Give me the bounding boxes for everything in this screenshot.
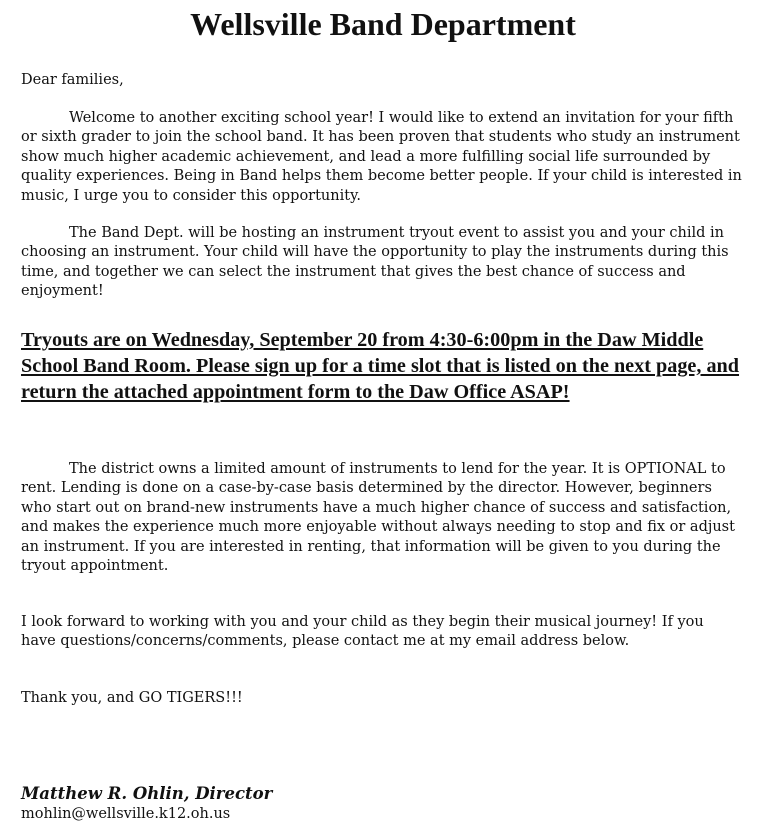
- rental-paragraph: The district owns a limited amount of instruments to lend for the year. It is OPTIONAL to rent. Lending is done on a case-by-case basis determined by the director. However, beginners who start out on brand-new instruments have a much higher chance of success and satisfaction, and makes the experience much more enjoyable without always needing to stop and fix or adjust an instrument. If you are interested in renting, that information will be given to you during the tryout appointment.: [21, 461, 735, 575]
- tryout-notice: Tryouts are on Wednesday, September 20 from 4:30-6:00pm in the Daw Middle School Band Room. Please sign up for a time slot that is listed on the next page, and return the attached appointment form to the Daw Office ASAP!: [21, 329, 740, 403]
- closing-paragraph: I look forward to working with you and your child as they begin their musical journey! If you have questions/concerns/comments, please contact me at my email address below.: [21, 614, 704, 650]
- signature-name: Matthew R. Ohlin, Director: [21, 784, 273, 803]
- sign-off: Thank you, and GO TIGERS!!!: [21, 690, 243, 706]
- document-title: Wellsville Band Department: [190, 6, 576, 42]
- welcome-paragraph: Welcome to another exciting school year! I would like to extend an invitation for your fifth or sixth grader to join the school band. It has been proven that students who study an instrument show much higher academic achievement, and lead a more fulfilling social life surrounded by quality experiences. Being in Band helps them become better people. If your child is interested in music, I urge you to consider this opportunity.: [21, 110, 742, 204]
- tryout-event-paragraph: The Band Dept. will be hosting an instrument tryout event to assist you and your child in choosing an instrument. Your child will have the opportunity to play the instruments during this time, and together we can select the instrument that gives the best chance of success and enjoyment!: [21, 225, 729, 300]
- signature-email: mohlin@wellsville.k12.oh.us: [21, 806, 231, 822]
- greeting: Dear families,: [21, 72, 124, 88]
